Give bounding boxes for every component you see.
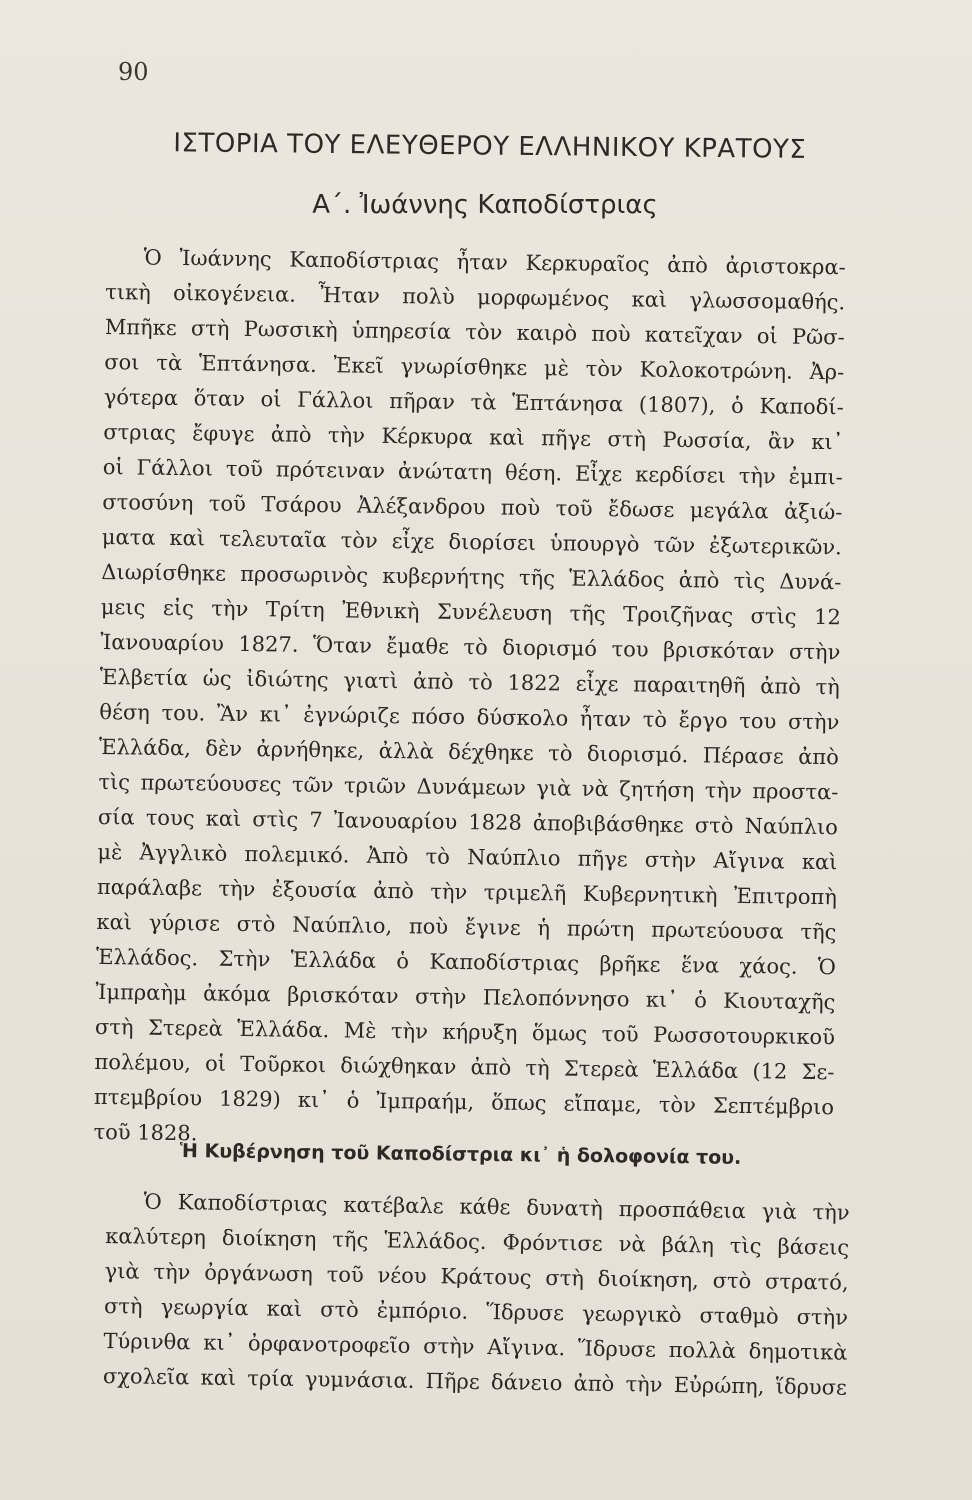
- text-line: στὴ Στερεὰ Ἑλλάδα. Μὲ τὴν κήρυξη ὅμως τοῦ Ρωσσοτουρκικοῦ: [94, 1014, 836, 1050]
- text-line: μὲ Ἀγγλικὸ πολεμικό. Ἀπὸ τὸ Ναύπλιο πῆγε στὴν Αἴγινα καὶ: [97, 839, 838, 875]
- text-line: Μπῆκε στὴ Ρωσσικὴ ὑπηρεσία τὸν καιρὸ ποὺ κατεῖχαν οἱ Ρῶσ-: [104, 314, 845, 350]
- text-line: ματα καὶ τελευταῖα τὸν εἶχε διορίσει ὑπουργὸ τῶν ἐξωτερικῶν.: [101, 524, 842, 560]
- text-line: Ἰανουαρίου 1827. Ὅταν ἔμαθε τὸ διορισμό του βρισκόταν στὴν: [100, 629, 841, 665]
- running-title: ΙΣΤΟΡΙΑ ΤΟΥ ΕΛΕΥΘΕΡΟΥ ΕΛΛΗΝΙΚΟΥ ΚΡΑΤΟΥΣ: [173, 128, 807, 165]
- text-line: Ὁ Ἰωάννης Καποδίστριας ἦταν Κερκυραῖος ἀπὸ ἀριστοκρα-: [143, 245, 846, 280]
- text-line: καὶ γύρισε στὸ Ναύπλιο, ποὺ ἔγινε ἡ πρώτη πρωτεύουσα τῆς: [96, 909, 837, 945]
- text-line: τὶς πρωτεύουσες τῶν τριῶν Δυνάμεων γιὰ νὰ ζητήση τὴν προστα-: [98, 769, 839, 805]
- text-line: Ἑλβετία ὡς ἰδιώτης γιατὶ ἀπὸ τὸ 1822 εἶχε παραιτηθῆ ἀπὸ τὴ: [99, 664, 840, 700]
- paragraph-2: [103, 1184, 850, 1406]
- text-line: στοσύνη τοῦ Τσάρου Ἀλέξανδρου ποὺ τοῦ ἔδωσε μεγάλα ἀξιώ-: [102, 489, 843, 525]
- paragraph-1: [93, 240, 846, 1160]
- text-line: τοῦ 1828.: [93, 1119, 198, 1146]
- text-line: θέση του. Ἂν κι᾿ ἐγνώριζε πόσο δύσκολο ἦταν τὸ ἔργο του στὴν: [99, 699, 840, 735]
- text-line: μεις εἰς τὴν Τρίτη Ἐθνικὴ Συνέλευση τῆς Τροιζῆνας στὶς 12: [100, 594, 841, 630]
- text-line: Ἑλλάδα, δὲν ἀρνήθηκε, ἀλλὰ δέχθηκε τὸ διορισμό. Πέρασε ἀπὸ: [98, 734, 840, 770]
- text-line: γιὰ τὴν ὀργάνωση τοῦ νέου Κράτους στὴ διοίκηση, στὸ στρατό,: [104, 1258, 849, 1295]
- text-line: Ὁ Καποδίστριας κατέβαλε κάθε δυνατὴ προσπάθεια γιὰ τὴν: [143, 1189, 850, 1225]
- page-number: 90: [118, 58, 149, 86]
- text-line: τικὴ οἰκογένεια. Ἦταν πολὺ μορφωμένος καὶ γλωσσομαθής.: [105, 279, 846, 315]
- text-line: γότερα ὅταν οἱ Γάλλοι πῆραν τὰ Ἑπτάνησα (1807), ὁ Καποδί-: [103, 384, 844, 420]
- text-line: πολέμου, οἱ Τοῦρκοι διώχθηκαν ἀπὸ τὴ Στερεὰ Ἑλλάδα (12 Σε-: [94, 1049, 835, 1085]
- text-line: παράλαβε τὴν ἐξουσία ἀπὸ τὴν τριμελῆ Κυβερνητικὴ Ἐπιτροπὴ: [96, 874, 838, 910]
- text-line: στριας ἔφυγε ἀπὸ τὴν Κέρκυρα καὶ πῆγε στὴ Ρωσσία, ἂν κι᾿: [103, 419, 844, 455]
- text-line: σχολεῖα καὶ τρία γυμνάσια. Πῆρε δάνειο ἀπὸ τὴν Εὐρώπη, ἵδρυσε: [102, 1363, 848, 1400]
- text-line: οἱ Γάλλοι τοῦ πρότειναν ἀνώτατη θέση. Εἶχε κερδίσει τὴν ἐμπι-: [102, 454, 843, 490]
- text-line: σοι τὰ Ἑπτάνησα. Ἐκεῖ γνωρίσθηκε μὲ τὸν Κολοκοτρώνη. Ἀρ-: [104, 349, 845, 385]
- text-line: πτεμβρίου 1829) κι᾿ ὁ Ἰμπραήμ, ὅπως εἴπαμε, τὸν Σεπτέμβριο: [93, 1084, 835, 1120]
- section-heading: Ἡ Κυβέρνηση τοῦ Καποδίστρια κι᾿ ἡ δολοφονία του.: [179, 1140, 742, 1169]
- text-line: Ἰμπραὴμ ἀκόμα βρισκόταν στὴν Πελοπόννησο κι᾿ ὁ Κιουταχῆς: [95, 979, 836, 1015]
- text-line: Ἑλλάδος. Στὴν Ἑλλάδα ὁ Καποδίστριας βρῆκε ἕνα χάος. Ὁ: [95, 944, 837, 980]
- text-line: στὴ γεωργία καὶ στὸ ἐμπόριο. Ἵδρυσε γεωργικὸ σταθμὸ στὴν: [103, 1293, 849, 1330]
- text-line: καλύτερη διοίκηση τῆς Ἑλλάδος. Φρόντισε νὰ βάλη τὶς βάσεις: [104, 1223, 850, 1260]
- text-line: σία τους καὶ στὶς 7 Ἰανουαρίου 1828 ἀποβιβάσθηκε στὸ Ναύπλιο: [97, 804, 839, 840]
- text-line: Τύρινθα κι᾿ ὀρφανοτροφεῖο στὴν Αἴγινα. Ἵδρυσε πολλὰ δημοτικὰ: [103, 1328, 848, 1365]
- chapter-title: Α΄. Ἰωάννης Καποδίστριας: [312, 190, 658, 220]
- text-line: Διωρίσθηκε προσωρινὸς κυβερνήτης τῆς Ἑλλάδος ἀπὸ τὶς Δυνά-: [101, 559, 842, 595]
